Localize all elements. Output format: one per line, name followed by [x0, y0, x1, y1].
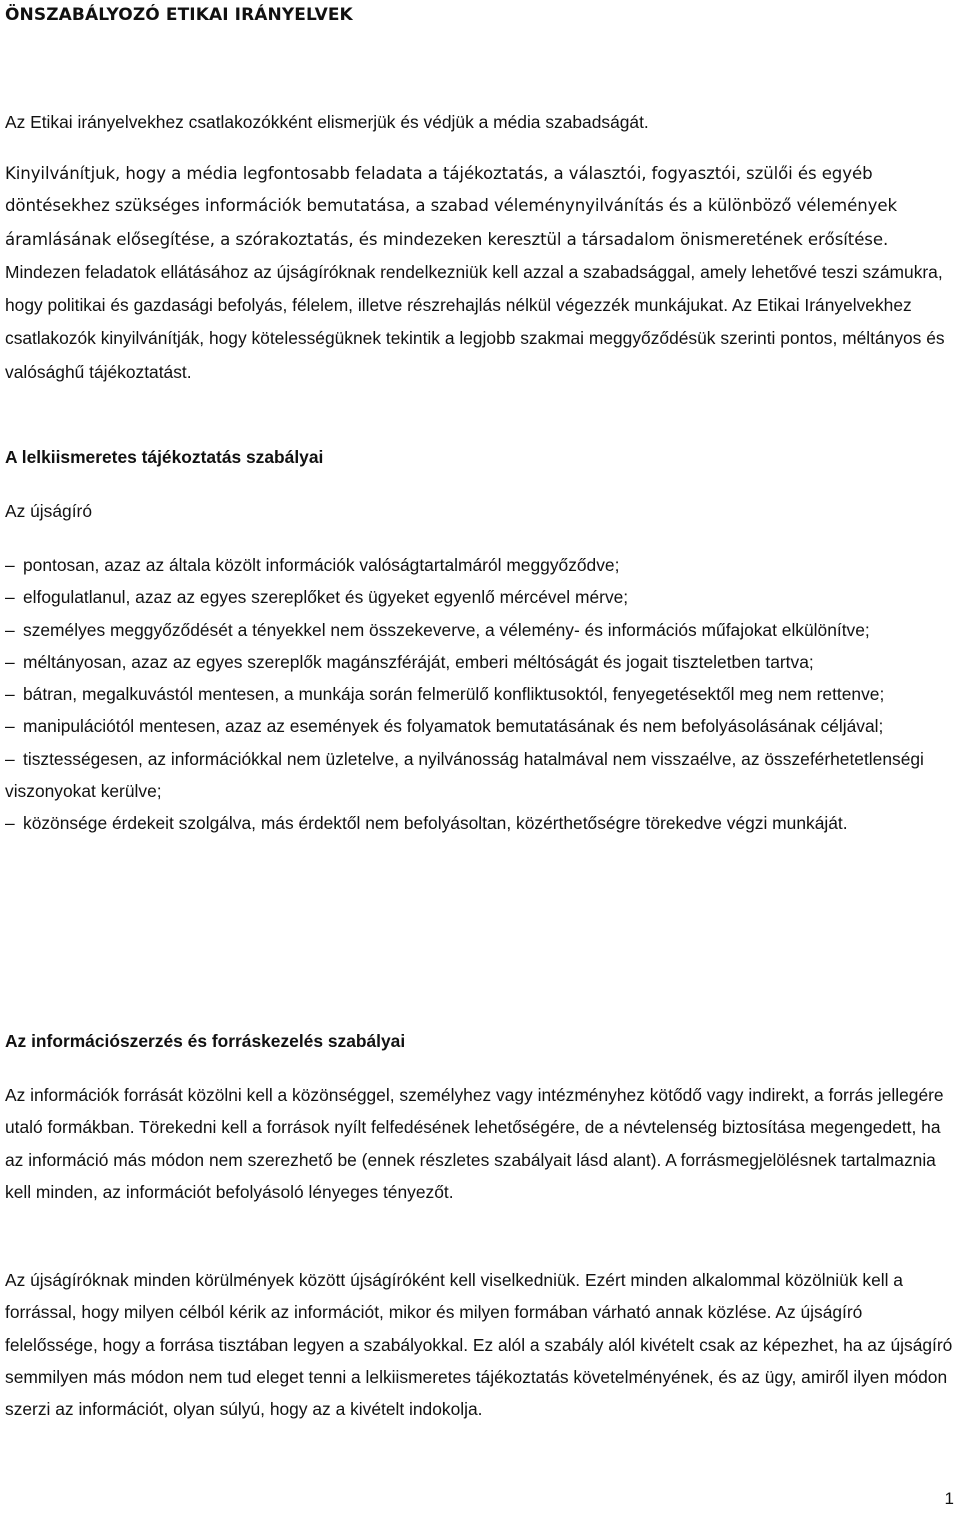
sources-paragraph-2: Az újságíróknak minden körülmények között újságíróként kell viselkedniük. Ezért minden alkalommal közölniük kell a forrással, hogy milyen célból kérik az információt, mikor és milyen formában várható annak közlése. Az újságíró felelőssége, hogy a forrása tisztában legyen a szabályokkal. Ez alól a szabály alól kivételt csak az képezhet, ha az újságíró semmilyen más módon nem tud eleget tenni a lelkiismeretes tájékoztatás követelményének, és az ügy, amiről ilyen módon szerzi az információt, olyan súlyú, hogy az a kivételt indokolja.: [5, 1270, 953, 1420]
page-number: 1: [944, 1489, 954, 1508]
document-title: ÖNSZABÁLYOZÓ ETIKAI IRÁNYELVEK: [5, 5, 353, 25]
list-item: [5, 549, 955, 581]
list-item-text: méltányosan, azaz az egyes szereplők magánszféráját, emberi méltóságát és jogait tiszteletben tartva;: [23, 651, 814, 672]
list-item: [5, 614, 955, 646]
section-heading-information-sources: Az információszerzés és forráskezelés szabályai: [5, 1031, 406, 1051]
dash-bullet: –: [5, 684, 15, 705]
intro-paragraph: Az Etikai irányelvekhez csatlakozókként elismerjük és védjük a média szabadságát.: [5, 112, 649, 132]
dash-bullet: –: [5, 555, 15, 575]
list-item: [5, 807, 955, 839]
list-item-text: bátran, megalkuvástól mentesen, a munkája során felmerülő konfliktusoktól, fenyegetésektől meg nem rettenve;: [23, 684, 885, 705]
dash-bullet: –: [5, 813, 15, 834]
list-item: [5, 678, 955, 710]
list-item-text: személyes meggyőződését a tényekkel nem összekeverve, a vélemény- és információs műfajokat elkülönítve;: [23, 619, 870, 640]
list-item: [5, 710, 955, 742]
list-item-text: manipulációtól mentesen, azaz az események és folyamatok bemutatásának és nem befolyásolásának céljával;: [23, 716, 884, 737]
sources-paragraph-1: Az információk forrását közölni kell a közönséggel, személyhez vagy intézményhez kötődő vagy indirekt, a forrás jellegére utaló formákban. Törekedni kell a források nyílt felfedésének lehetőségére, de a névtelenség biztosítása megengedett, ha az információ más módon nem szerezhető be (ennek részletes szabályait lásd alant). A forrásmegjelölésnek tartalmaznia kell minden, az információt befolyásoló lényeges tényezőt.: [5, 1085, 944, 1202]
dash-bullet: –: [5, 651, 15, 672]
section-heading-conscientious-reporting: A lelkiismeretes tájékoztatás szabályai: [5, 447, 324, 467]
dash-bullet: –: [5, 716, 15, 737]
mission-text-part1: Kinyilvánítjuk, hogy a média legfontosabb feladata a tájékoztatás, a választói, fogyasztói, szülői és egyéb döntésekhez szükséges információk bemutatása, a szabad véleménynyilvánítás és a különböző vélemények áramlásának elősegítése, a szórakoztatás, és mindezeken keresztül a társadalom önismeretének erősítése.: [5, 164, 897, 249]
journalist-duties-list: [5, 549, 955, 840]
dash-bullet: –: [5, 748, 15, 769]
list-item: [5, 646, 955, 678]
section-lead-journalist: Az újságíró: [5, 501, 92, 521]
list-item-text: tisztességesen, az információkkal nem üzletelve, a nyilvánosság hatalmával nem visszaélve, az összeférhetetlenségi viszonyokat kerülve;: [5, 748, 924, 802]
list-item: [5, 581, 955, 613]
mission-paragraph: [5, 158, 955, 389]
dash-bullet: –: [5, 619, 15, 640]
dash-bullet: –: [5, 587, 15, 608]
list-item-text: elfogulatlanul, azaz az egyes szereplőket és ügyeket egyenlő mércével mérve;: [23, 587, 629, 608]
list-item-text: közönsége érdekeit szolgálva, más érdektől nem befolyásoltan, közérthetőségre törekedve végzi munkáját.: [23, 813, 848, 834]
list-item: [5, 743, 955, 808]
mission-text-part2: Mindezen feladatok ellátásához az újságíróknak rendelkezniük kell azzal a szabadsággal, amely lehetővé teszi számukra, hogy politikai és gazdasági befolyás, félelem, illetve részrehajlás nélkül végezzék munkájukat. Az Etikai Irányelvekhez csatlakozók kinyilvánítják, hogy kötelességüknek tekintik a legjobb szakmai meggyőződésük szerinti pontos, méltányos és valósághű tájékoztatást.: [5, 261, 945, 382]
list-item-text: pontosan, azaz az általa közölt információk valóságtartalmáról meggyőződve;: [23, 555, 620, 575]
